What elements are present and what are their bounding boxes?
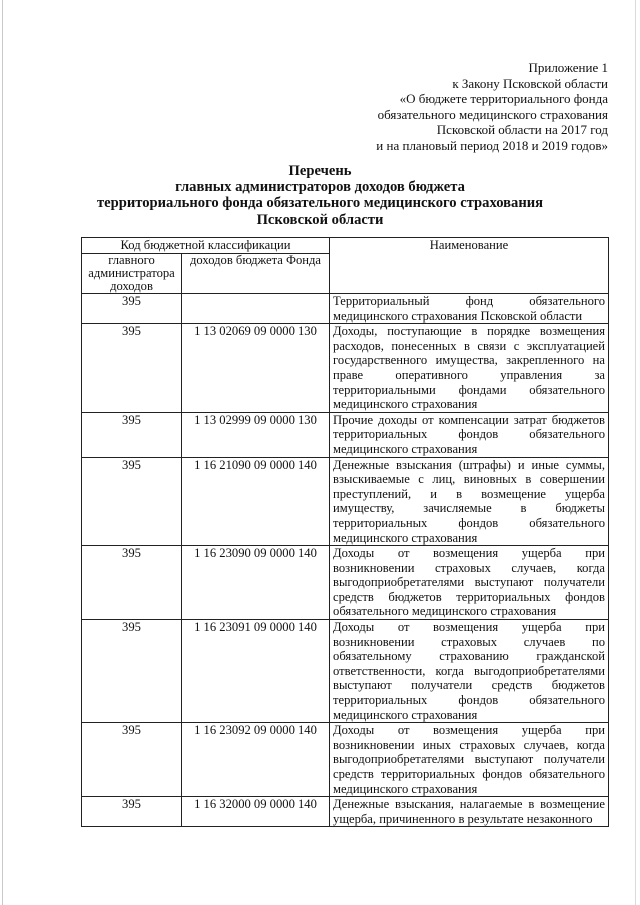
header-budget-classification: Код бюджетной классификации xyxy=(82,238,330,254)
cell-admin-code: 395 xyxy=(82,412,182,457)
cell-admin-code: 395 xyxy=(82,324,182,413)
table-row xyxy=(82,546,609,620)
administrators-table xyxy=(81,237,609,827)
table-row xyxy=(82,457,609,546)
appendix-note xyxy=(376,60,608,154)
appendix-line: Приложение 1 xyxy=(528,60,608,75)
table-row xyxy=(82,620,609,723)
title-line: главных администраторов доходов бюджета xyxy=(175,179,465,196)
cell-admin-code: 395 xyxy=(82,797,182,827)
cell-name: Территориальный фонд обязательного медицинского страхования Псковской области xyxy=(330,294,609,324)
scan-edge-right xyxy=(635,0,636,905)
appendix-line: Псковской области на 2017 год xyxy=(436,122,608,138)
scan-edge-left xyxy=(2,0,3,905)
header-name: Наименование xyxy=(330,238,609,294)
appendix-line: к Закону Псковской области xyxy=(452,75,608,91)
table-row xyxy=(82,412,609,457)
appendix-line: и на плановый период 2018 и 2019 годов» xyxy=(376,137,608,153)
header-chief-administrator: главного администратора доходов xyxy=(82,254,182,294)
title-line: Псковской области xyxy=(256,211,384,228)
cell-income-code: 1 13 02999 09 0000 130 xyxy=(182,412,330,457)
cell-income-code: 1 16 23090 09 0000 140 xyxy=(182,546,330,620)
table-row xyxy=(82,324,609,413)
cell-admin-code: 395 xyxy=(82,457,182,546)
cell-name: Прочие доходы от компенсации затрат бюджетов территориальных фондов обязательного медицинского страхования xyxy=(330,412,609,457)
cell-name: Доходы от возмещения ущерба при возникновении страховых случаев, когда выгодоприобретателями выступают получатели средств бюджетов территориальных фондов обязательного медицинского страхования xyxy=(330,546,609,620)
cell-name: Денежные взыскания, налагаемые в возмещение ущерба, причиненного в результате незаконного xyxy=(330,797,609,827)
cell-admin-code: 395 xyxy=(82,294,182,324)
cell-name: Денежные взыскания (штрафы) и иные суммы, взыскиваемые с лиц, виновных в совершении преступлений, и в возмещение ущерба имуществу, зачисляемые в бюджеты территориальных фондов обязательного медицинского страхования xyxy=(330,457,609,546)
title-line: территориального фонда обязательного медицинского страхования xyxy=(96,195,544,212)
cell-income-code: 1 16 23092 09 0000 140 xyxy=(182,723,330,797)
cell-income-code: 1 13 02069 09 0000 130 xyxy=(182,324,330,413)
cell-name: Доходы от возмещения ущерба при возникновении страховых случаев по обязательному страхованию гражданской ответственности, когда выгодоприобретателями выступают получатели средств бюджетов территориальных фондов обязательного медицинского страхования xyxy=(330,620,609,723)
cell-income-code: 1 16 23091 09 0000 140 xyxy=(182,620,330,723)
cell-admin-code: 395 xyxy=(82,546,182,620)
cell-income-code: 1 16 32000 09 0000 140 xyxy=(182,797,330,827)
cell-admin-code: 395 xyxy=(82,723,182,797)
document-title xyxy=(0,163,640,228)
cell-income-code xyxy=(182,294,330,324)
table-row xyxy=(82,723,609,797)
table-row xyxy=(82,294,609,324)
appendix-line: обязательного медицинского страхования xyxy=(377,106,608,122)
table-row xyxy=(82,797,609,827)
cell-name: Доходы от возмещения ущерба при возникновении иных страховых случаев, когда выгодоприобретателями выступают получатели средств территориальных фондов обязательного медицинского страхования xyxy=(330,723,609,797)
cell-income-code: 1 16 21090 09 0000 140 xyxy=(182,457,330,546)
appendix-line: «О бюджете территориального фонда xyxy=(399,91,608,107)
header-fund-income: доходов бюджета Фонда xyxy=(182,254,330,294)
title-line: Перечень xyxy=(288,163,352,179)
cell-name: Доходы, поступающие в порядке возмещения расходов, понесенных в связи с эксплуатацией государственного имущества, закрепленного на праве оперативного управления за территориальными фондами обязательного медицинского страхования xyxy=(330,324,609,413)
cell-admin-code: 395 xyxy=(82,620,182,723)
